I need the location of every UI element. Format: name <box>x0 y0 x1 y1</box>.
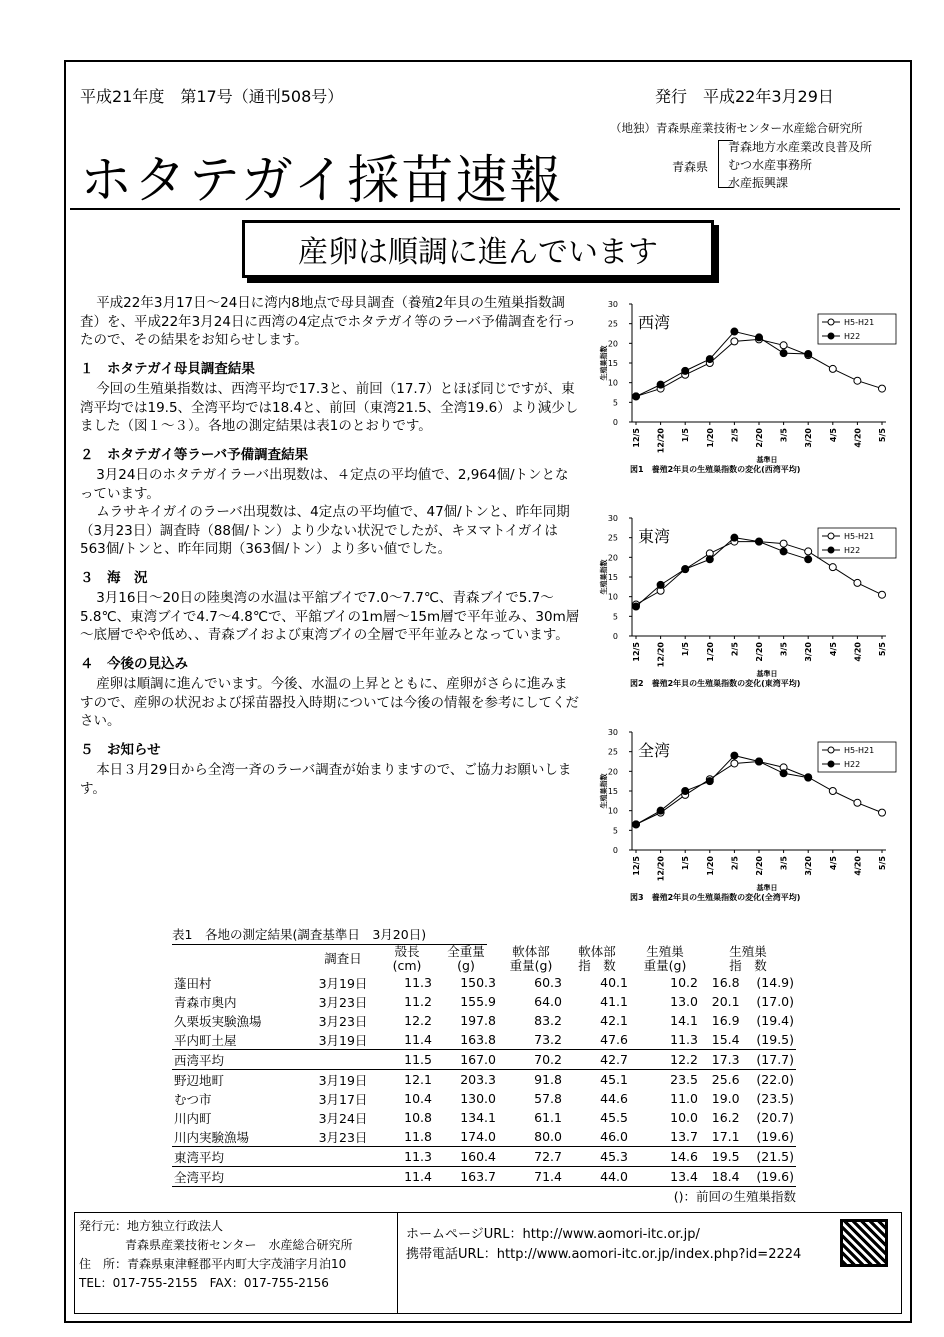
y-tick-label: 5 <box>612 826 618 836</box>
value-cell: 11.0 <box>670 1091 698 1106</box>
header-cell: 生殖巣 重量(g) <box>643 944 687 973</box>
value-cell: 12.2 <box>630 1050 700 1070</box>
x-tick-label: 3/20 <box>804 856 814 876</box>
site-name-cell: 久栗坂実験漁場 <box>174 1013 262 1029</box>
table-row <box>172 973 796 992</box>
value-cell: 11.4 <box>404 1032 432 1047</box>
point-h22 <box>731 752 738 759</box>
value-cell: 134.1 <box>460 1110 496 1125</box>
value-cell: 155.9 <box>460 994 496 1009</box>
office-item: 水産振興課 <box>728 176 789 190</box>
point-average <box>780 342 787 349</box>
previous-index-cell: (22.0) <box>742 1070 796 1090</box>
x-tick-label: 1/5 <box>681 642 691 657</box>
x-tick-label: 2/5 <box>730 856 740 871</box>
site-name-cell: 全湾平均 <box>172 1167 306 1187</box>
previous-index-cell: (14.9) <box>756 975 794 990</box>
point-average <box>854 579 861 586</box>
point-h22 <box>706 778 713 785</box>
x-tick-label: 5/5 <box>878 428 887 443</box>
site-name-cell: 川内実験漁場 <box>174 1129 250 1145</box>
legend-label: H22 <box>844 546 861 555</box>
x-tick-label: 12/5 <box>632 642 641 662</box>
site-name-cell: 東湾平均 <box>172 1147 306 1167</box>
point-h22 <box>780 548 787 555</box>
legend-marker <box>828 747 834 753</box>
point-average <box>731 760 738 767</box>
table-row <box>172 1030 796 1050</box>
value-cell: 12.1 <box>380 1070 434 1090</box>
site-name-cell: 野辺地町 <box>172 1070 306 1090</box>
legend-label: H5-H21 <box>844 532 875 541</box>
value-cell: 20.1 <box>711 994 740 1009</box>
section-text: ムラサキイガイのラーバ出現数は、4定点の平均値で、47個/トンと、昨年同期（3月23日）調査時（88個/トン）より少ない状況でしたが、キヌマトイガイは563個/トンと、昨年同期（363個/トン）より多い値でした。 <box>80 504 570 557</box>
office-item: むつ水産事務所 <box>728 158 813 172</box>
chart-east-bay <box>588 506 908 706</box>
x-tick-label: 1/5 <box>681 856 691 871</box>
value-cell: 11.8 <box>404 1129 432 1144</box>
site-name-cell: 平内町土屋 <box>174 1032 237 1048</box>
section-text: 今回の生殖巣指数は、西湾平均で17.3と、前回（17.7）とほぼ同じですが、東湾平均では19.5、全湾平均では18.4と、前回（東湾21.5、全湾19.6）より減少しました（図１～３）。各地の測定結果は表1のとおりです。 <box>80 381 579 434</box>
x-tick-label: 3/5 <box>779 428 789 443</box>
intro-paragraph: 平成22年3月17日～24日に湾内8地点で母貝調査（養殖2年貝の生殖巣指数調査）を、平成22年3月24日に西湾の4定点でホタテガイ等のラーバ予備調査を行ったので、その結果をお知らせします。 <box>80 295 576 348</box>
x-tick-label: 1/5 <box>681 428 691 443</box>
y-tick-label: 0 <box>612 632 618 641</box>
point-h22 <box>805 774 812 781</box>
previous-index-cell: (19.6) <box>756 1129 794 1144</box>
value-cell: 83.2 <box>534 1013 562 1028</box>
page-title: ホタテガイ採苗速報 <box>80 151 564 211</box>
value-cell: 47.6 <box>600 1032 628 1047</box>
y-tick-label: 10 <box>607 378 618 388</box>
section-heading: ３ 海 況 <box>80 569 148 586</box>
y-tick-label: 20 <box>607 553 618 563</box>
previous-index-cell: (17.7) <box>742 1050 796 1070</box>
value-cell: 11.3 <box>404 975 432 990</box>
address: 住 所：青森県東津軽郡平内町大字茂浦字月泊10 <box>79 1257 347 1271</box>
x-tick-label: 4/5 <box>828 642 838 657</box>
value-cell: 25.6 <box>700 1070 742 1090</box>
x-tick-label: 2/5 <box>730 428 740 443</box>
table-row <box>172 1011 796 1030</box>
value-cell: 41.1 <box>600 994 628 1009</box>
value-cell: 45.5 <box>600 1110 628 1125</box>
date-cell <box>306 1050 380 1070</box>
point-average <box>829 564 836 571</box>
point-h22 <box>682 367 689 374</box>
legend-marker <box>828 333 834 339</box>
header-cell <box>172 945 306 973</box>
value-cell: 11.2 <box>404 994 432 1009</box>
value-cell: 160.4 <box>434 1147 498 1167</box>
value-cell: 11.3 <box>670 1032 698 1047</box>
chart-svg <box>588 506 908 706</box>
date-cell: 3月23日 <box>318 1129 368 1145</box>
x-tick-label: 1/20 <box>705 642 715 662</box>
previous-index-cell: (19.6) <box>742 1167 796 1187</box>
x-tick-label: 12/5 <box>632 428 641 448</box>
value-cell: 174.0 <box>460 1129 496 1144</box>
x-tick-label: 3/5 <box>779 856 789 871</box>
bay-label: 東湾 <box>638 527 671 546</box>
table-row <box>172 1089 796 1108</box>
value-cell: 72.7 <box>498 1147 564 1167</box>
table-row-average <box>172 1050 796 1070</box>
value-cell: 130.0 <box>460 1091 496 1106</box>
x-tick-label: 12/5 <box>632 856 641 876</box>
value-cell: 10.0 <box>670 1110 698 1125</box>
x-tick-label: 4/20 <box>853 642 863 662</box>
y-tick-label: 15 <box>607 573 618 582</box>
table-row <box>172 992 796 1011</box>
web-info <box>397 1213 902 1313</box>
x-tick-label: 4/20 <box>853 428 863 448</box>
table-row-average <box>172 1167 796 1187</box>
value-cell: 167.0 <box>434 1050 498 1070</box>
value-cell: 10.8 <box>404 1110 432 1125</box>
chart-caption: 図2 養殖2年貝の生殖巣指数の変化(東湾平均) <box>630 679 801 688</box>
x-tick-label: 3/20 <box>804 428 814 448</box>
value-cell: 150.3 <box>460 975 496 990</box>
table-row <box>172 1127 796 1147</box>
x-tick-label: 3/20 <box>804 642 814 662</box>
date-cell <box>306 1167 380 1187</box>
legend-label: H5-H21 <box>844 746 875 755</box>
value-cell: 17.1 <box>711 1129 740 1144</box>
publisher-info <box>79 1217 353 1293</box>
value-cell: 23.5 <box>630 1070 700 1090</box>
chart-svg <box>588 292 908 492</box>
y-axis-label: 生殖巣指数 <box>600 559 608 595</box>
y-tick-label: 10 <box>607 806 618 816</box>
point-h22 <box>731 534 738 541</box>
value-cell: 73.2 <box>534 1032 562 1047</box>
point-average <box>780 540 787 547</box>
table-caption: 表1 各地の測定結果(調査基準日 3月20日) <box>172 925 487 945</box>
point-h22 <box>706 356 713 363</box>
y-tick-label: 30 <box>607 300 618 309</box>
x-tick-label: 4/5 <box>828 428 838 443</box>
x-tick-label: 2/20 <box>755 856 764 876</box>
y-tick-label: 25 <box>607 747 618 757</box>
value-cell: 13.0 <box>670 994 698 1009</box>
table-row-average <box>172 1147 796 1167</box>
value-cell: 11.4 <box>380 1167 434 1187</box>
bay-label: 西湾 <box>638 313 671 332</box>
issue-number: 平成21年度 第17号（通刊508号） <box>80 87 344 106</box>
date-cell: 3月23日 <box>318 1013 368 1029</box>
value-cell: 12.2 <box>404 1013 432 1028</box>
headline-text: 産卵は順調に進んでいます <box>298 235 658 270</box>
header-cell: 生殖巣 指 数 <box>729 944 767 973</box>
chart-caption: 図1 養殖2年貝の生殖巣指数の変化(西湾平均) <box>630 465 801 474</box>
previous-index-cell: (20.7) <box>756 1110 794 1125</box>
publisher-label: 発行元：地方独立行政法人 <box>79 1219 224 1233</box>
point-h22 <box>657 581 664 588</box>
value-cell: 11.5 <box>380 1050 434 1070</box>
point-average <box>805 548 812 555</box>
series-line <box>636 339 882 396</box>
publisher-name: 青森県産業技術センター 水産総合研究所 <box>125 1238 353 1252</box>
footer <box>74 1212 902 1314</box>
point-h22 <box>756 758 763 765</box>
y-tick-label: 0 <box>612 418 618 427</box>
header-cell: 全重量 (g) <box>447 944 485 973</box>
legend-marker <box>828 547 834 553</box>
section-heading: ２ ホタテガイ等ラーバ予備調査結果 <box>80 446 309 463</box>
x-tick-label: 4/20 <box>853 856 863 876</box>
header-cell: 軟体部 重量(g) <box>509 944 553 973</box>
x-tick-label: 5/5 <box>878 642 887 657</box>
value-cell: 17.3 <box>700 1050 742 1070</box>
point-average <box>829 788 836 795</box>
section-text: 3月16日～20日の陸奥湾の水温は平舘ブイで7.0～7.7℃、青森ブイで5.7～5.8℃、東湾ブイで4.7～4.8℃で、平舘ブイの1m層～15m層で平年並み、30m層～底層でやや低め、、青森ブイおよび東湾ブイの全層で平年並みとなっています。 <box>80 590 580 643</box>
y-tick-label: 10 <box>607 592 618 602</box>
value-cell: 57.8 <box>534 1091 562 1106</box>
value-cell: 163.8 <box>460 1032 496 1047</box>
value-cell: 45.1 <box>564 1070 630 1090</box>
chart-svg <box>588 720 908 920</box>
value-cell: 70.2 <box>498 1050 564 1070</box>
previous-index-cell: (21.5) <box>742 1147 796 1167</box>
publication-date: 発行 平成22年3月29日 <box>655 87 834 106</box>
bay-label: 全湾 <box>638 741 671 760</box>
value-cell: 40.1 <box>600 975 628 990</box>
x-axis-label: 基準日 <box>756 456 778 464</box>
previous-index-cell: (17.0) <box>756 994 794 1009</box>
value-cell: 44.0 <box>564 1167 630 1187</box>
qr-code-icon <box>840 1219 888 1267</box>
point-h22 <box>633 821 640 828</box>
legend-marker <box>828 761 834 767</box>
value-cell: 163.7 <box>434 1167 498 1187</box>
point-h22 <box>633 603 640 610</box>
research-institute: （地独）青森県産業技術センター水産総合研究所 <box>610 121 863 135</box>
value-cell: 10.4 <box>404 1091 432 1106</box>
legend-label: H22 <box>844 760 861 769</box>
date-cell: 3月19日 <box>306 1070 380 1090</box>
value-cell: 42.1 <box>600 1013 628 1028</box>
value-cell: 13.7 <box>670 1129 698 1144</box>
x-tick-label: 12/20 <box>656 856 666 882</box>
value-cell: 19.5 <box>700 1147 742 1167</box>
point-h22 <box>756 538 763 545</box>
value-cell: 64.0 <box>534 994 562 1009</box>
x-tick-label: 12/20 <box>656 428 666 454</box>
table-row <box>172 1070 796 1090</box>
point-average <box>854 799 861 806</box>
point-average <box>879 385 886 392</box>
point-h22 <box>682 566 689 573</box>
point-average <box>854 377 861 384</box>
site-name-cell: 西湾平均 <box>172 1050 306 1070</box>
x-tick-label: 1/20 <box>705 856 715 876</box>
value-cell: 42.7 <box>564 1050 630 1070</box>
x-tick-label: 4/5 <box>828 856 838 871</box>
title-rule <box>70 208 900 210</box>
point-h22 <box>805 556 812 563</box>
site-name-cell: 青森市奥内 <box>174 994 237 1010</box>
value-cell: 46.0 <box>600 1129 628 1144</box>
section-heading: １ ホタテガイ母貝調査結果 <box>80 360 255 377</box>
x-tick-label: 2/20 <box>755 642 764 662</box>
point-average <box>879 809 886 816</box>
office-item: 青森地方水産業改良普及所 <box>728 140 873 154</box>
point-h22 <box>657 807 664 814</box>
date-cell: 3月24日 <box>318 1110 368 1126</box>
value-cell: 13.4 <box>630 1167 700 1187</box>
value-cell: 44.6 <box>600 1091 628 1106</box>
x-tick-label: 1/20 <box>705 428 715 448</box>
legend-marker <box>828 319 834 325</box>
table-header-row <box>172 945 796 973</box>
offices-list <box>728 138 872 192</box>
y-tick-label: 15 <box>607 359 618 368</box>
value-cell: 80.0 <box>534 1129 562 1144</box>
article-body <box>80 294 580 798</box>
point-h22 <box>682 788 689 795</box>
prefecture-label: 青森県 <box>672 160 709 174</box>
x-axis-label: 基準日 <box>756 884 778 892</box>
point-average <box>829 365 836 372</box>
legend-label: H22 <box>844 332 861 341</box>
phone-fax: TEL：017-755-2155 FAX：017-755-2156 <box>79 1276 329 1290</box>
value-cell: 71.4 <box>498 1167 564 1187</box>
point-h22 <box>706 556 713 563</box>
x-tick-label: 3/5 <box>779 642 789 657</box>
y-tick-label: 25 <box>607 319 618 329</box>
point-h22 <box>780 350 787 357</box>
value-cell: 18.4 <box>700 1167 742 1187</box>
y-axis-label: 生殖巣指数 <box>600 773 608 809</box>
y-axis-label: 生殖巣指数 <box>600 345 608 381</box>
headline-box <box>242 220 714 278</box>
point-h22 <box>756 334 763 341</box>
point-h22 <box>657 381 664 388</box>
value-cell: 19.0 <box>711 1091 740 1106</box>
legend-label: H5-H21 <box>844 318 875 327</box>
header-cell: 調査日 <box>324 951 362 966</box>
y-tick-label: 30 <box>607 728 618 737</box>
value-cell: 16.8 <box>711 975 740 990</box>
chart-whole-bay <box>588 720 908 920</box>
value-cell: 15.4 <box>711 1032 740 1047</box>
point-h22 <box>731 328 738 335</box>
date-cell: 3月23日 <box>318 994 368 1010</box>
date-cell: 3月19日 <box>318 1032 368 1048</box>
site-name-cell: むつ市 <box>174 1091 212 1107</box>
value-cell: 61.1 <box>534 1110 562 1125</box>
chart-caption: 図3 養殖2年貝の生殖巣指数の変化(全湾平均) <box>630 893 801 902</box>
mobile-url[interactable]: 携帯電話URL：http://www.aomori-itc.or.jp/index.php?id=2224 <box>406 1247 802 1262</box>
value-cell: 14.6 <box>630 1147 700 1167</box>
measurement-table <box>172 925 796 1205</box>
x-tick-label: 5/5 <box>878 856 887 871</box>
value-cell: 203.3 <box>434 1070 498 1090</box>
previous-index-cell: (19.5) <box>756 1032 794 1047</box>
value-cell: 91.8 <box>498 1070 564 1090</box>
table-row <box>172 1108 796 1127</box>
section-text: 産卵は順調に進んでいます。今後、水温の上昇とともに、産卵がさらに進みますので、産卵の状況および採苗器投入時期については今後の情報を参考にしてください。 <box>80 676 579 729</box>
value-cell: 197.8 <box>460 1013 496 1028</box>
value-cell: 16.9 <box>711 1013 740 1028</box>
y-tick-label: 0 <box>612 846 618 855</box>
previous-index-cell: (23.5) <box>756 1091 794 1106</box>
chart-west-bay <box>588 292 908 492</box>
y-tick-label: 30 <box>607 514 618 523</box>
x-tick-label: 12/20 <box>656 642 666 668</box>
header-cell: 殻長 (cm) <box>392 944 422 973</box>
y-tick-label: 15 <box>607 787 618 796</box>
section-text: 本日３月29日から全湾一斉のラーバ調査が始まりますので、ご協力お願いします。 <box>80 762 572 797</box>
section-text: 3月24日のホタテガイラーバ出現数は、４定点の平均値で、2,964個/トンとなっています。 <box>80 467 569 502</box>
x-tick-label: 2/20 <box>755 428 764 448</box>
point-average <box>879 591 886 598</box>
header-cell: 軟体部 指 数 <box>578 944 616 973</box>
date-cell <box>306 1147 380 1167</box>
legend-marker <box>828 533 834 539</box>
value-cell: 16.2 <box>711 1110 740 1125</box>
point-h22 <box>633 393 640 400</box>
y-tick-label: 25 <box>607 533 618 543</box>
section-heading: ５ お知らせ <box>80 741 161 758</box>
date-cell: 3月19日 <box>318 975 368 991</box>
table-note: ()：前回の生殖巣指数 <box>673 1189 796 1204</box>
y-tick-label: 5 <box>612 398 618 408</box>
date-cell: 3月17日 <box>318 1091 368 1107</box>
point-h22 <box>780 770 787 777</box>
value-cell: 14.1 <box>670 1013 698 1028</box>
value-cell: 45.3 <box>564 1147 630 1167</box>
x-axis-label: 基準日 <box>756 670 778 678</box>
point-h22 <box>805 350 812 357</box>
previous-index-cell: (19.4) <box>756 1013 794 1028</box>
value-cell: 10.2 <box>670 975 698 990</box>
site-name-cell: 川内町 <box>174 1110 212 1126</box>
x-tick-label: 2/5 <box>730 642 740 657</box>
homepage-url[interactable]: ホームページURL：http://www.aomori-itc.or.jp/ <box>406 1227 700 1242</box>
section-heading: ４ 今後の見込み <box>80 655 188 672</box>
y-tick-label: 20 <box>607 767 618 777</box>
site-name-cell: 蓬田村 <box>174 975 212 991</box>
value-cell: 60.3 <box>534 975 562 990</box>
y-tick-label: 20 <box>607 339 618 349</box>
point-average <box>731 338 738 345</box>
value-cell: 11.3 <box>380 1147 434 1167</box>
y-tick-label: 5 <box>612 612 618 622</box>
